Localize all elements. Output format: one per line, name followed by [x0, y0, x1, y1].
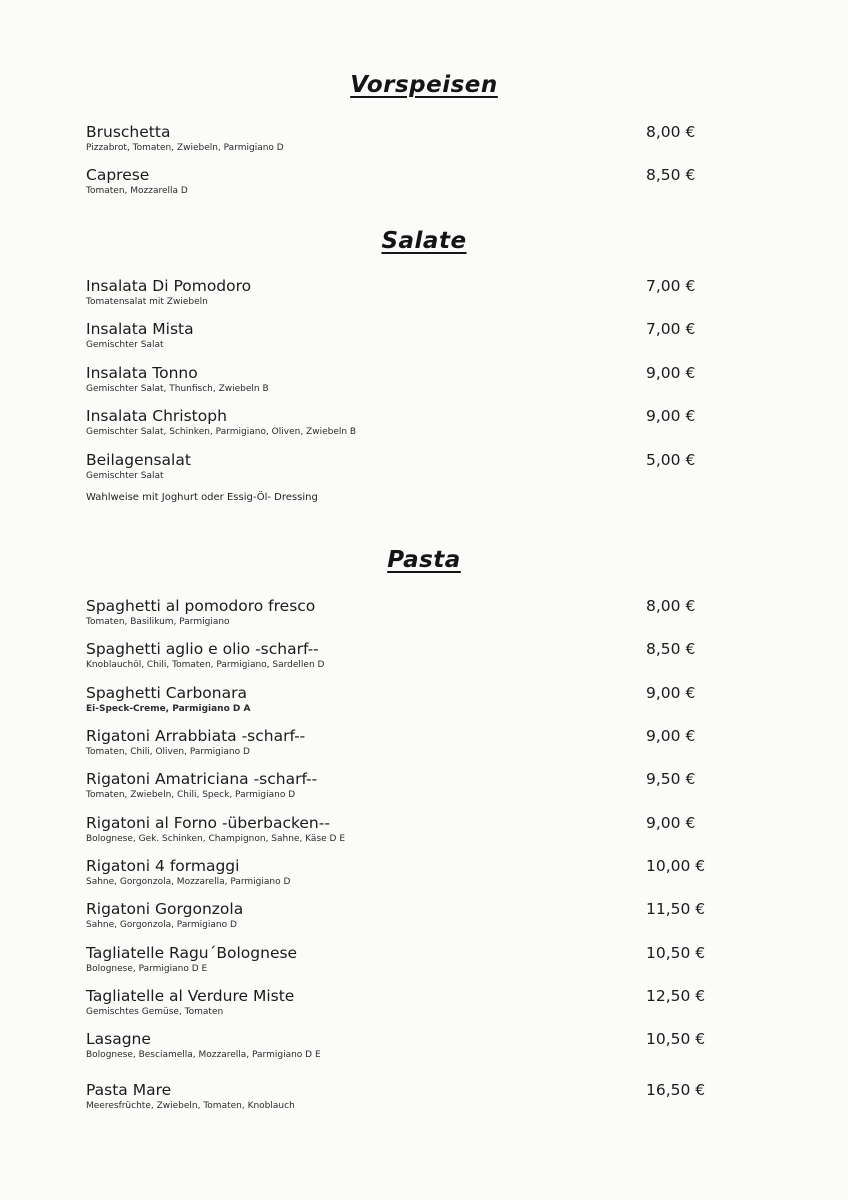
item-name: Rigatoni al Forno -überbacken--	[86, 814, 330, 832]
item-name: Insalata Di Pomodoro	[86, 277, 252, 295]
item-name: Rigatoni Amatriciana -scharf--	[86, 770, 318, 788]
item-name: Lasagne	[86, 1030, 151, 1048]
item-price: 8,00 €	[646, 123, 696, 141]
item-price: 9,50 €	[646, 770, 696, 788]
item-price: 8,50 €	[646, 166, 696, 184]
item-name: Tagliatelle Ragu´Bolognese	[86, 944, 298, 962]
item-name: Rigatoni Gorgonzola	[86, 900, 244, 918]
item-price: 9,00 €	[646, 814, 696, 832]
section-title-pasta: Pasta	[387, 547, 461, 573]
item-name: Caprese	[86, 166, 150, 184]
item-price: 9,00 €	[646, 407, 696, 425]
item-price: 8,00 €	[646, 597, 696, 615]
item-price: 5,00 €	[646, 451, 696, 469]
item-price: 9,00 €	[646, 727, 696, 745]
item-description: Gemischtes Gemüse, Tomaten	[86, 1007, 224, 1017]
item-name: Pasta Mare	[86, 1081, 172, 1099]
item-price: 16,50 €	[646, 1081, 706, 1099]
item-price: 12,50 €	[646, 987, 706, 1005]
item-price: 10,50 €	[646, 1030, 706, 1048]
item-name: Rigatoni 4 formaggi	[86, 857, 240, 875]
item-description: Gemischter Salat, Thunfisch, Zwiebeln B	[86, 384, 269, 394]
item-description: Pizzabrot, Tomaten, Zwiebeln, Parmigiano D	[86, 143, 284, 153]
menu-item	[86, 640, 726, 671]
menu-item	[86, 123, 726, 154]
item-description: Ei-Speck-Creme, Parmigiano D A	[86, 704, 251, 714]
item-name: Insalata Mista	[86, 320, 194, 338]
menu-item	[86, 320, 726, 351]
item-name: Rigatoni Arrabbiata -scharf--	[86, 727, 306, 745]
item-name: Spaghetti Carbonara	[86, 684, 247, 702]
item-name: Insalata Christoph	[86, 407, 227, 425]
item-description: Tomaten, Basilikum, Parmigiano	[86, 617, 230, 627]
item-name: Tagliatelle al Verdure Miste	[86, 987, 295, 1005]
item-price: 9,00 €	[646, 364, 696, 382]
menu-item	[86, 364, 726, 395]
item-description: Sahne, Gorgonzola, Mozzarella, Parmigiano D	[86, 877, 291, 887]
menu-item	[86, 857, 726, 888]
item-price: 9,00 €	[646, 684, 696, 702]
item-price: 11,50 €	[646, 900, 706, 918]
item-price: 8,50 €	[646, 640, 696, 658]
item-description: Tomaten, Zwiebeln, Chili, Speck, Parmigiano D	[86, 790, 296, 800]
menu-item	[86, 1081, 726, 1112]
menu-item	[86, 277, 726, 308]
item-name: Bruschetta	[86, 123, 171, 141]
item-description: Knoblauchöl, Chili, Tomaten, Parmigiano, Sardellen D	[86, 660, 325, 670]
item-price: 10,00 €	[646, 857, 706, 875]
menu-item	[86, 451, 726, 482]
item-description: Tomatensalat mit Zwiebeln	[86, 297, 208, 307]
item-description: Tomaten, Mozzarella D	[86, 186, 188, 196]
item-description: Sahne, Gorgonzola, Parmigiano D	[86, 920, 237, 930]
menu-item	[86, 166, 726, 197]
item-name: Spaghetti aglio e olio -scharf--	[86, 640, 319, 658]
menu-item	[86, 987, 726, 1018]
item-description: Tomaten, Chili, Oliven, Parmigiano D	[86, 747, 250, 757]
menu-item	[86, 770, 726, 801]
item-description: Meeresfrüchte, Zwiebeln, Tomaten, Knoblauch	[86, 1101, 295, 1111]
menu-item	[86, 727, 726, 758]
item-price: 10,50 €	[646, 944, 706, 962]
item-price: 7,00 €	[646, 320, 696, 338]
item-description: Gemischter Salat, Schinken, Parmigiano, Oliven, Zwiebeln B	[86, 427, 357, 437]
item-price: 7,00 €	[646, 277, 696, 295]
menu-item	[86, 1030, 726, 1061]
item-name: Beilagensalat	[86, 451, 191, 469]
item-description: Gemischter Salat	[86, 471, 164, 481]
menu-item	[86, 814, 726, 845]
menu-item	[86, 944, 726, 975]
item-description: Gemischter Salat	[86, 340, 164, 350]
item-description: Bolognese, Gek. Schinken, Champignon, Sahne, Käse D E	[86, 834, 346, 844]
item-name: Spaghetti al pomodoro fresco	[86, 597, 316, 615]
item-name: Insalata Tonno	[86, 364, 198, 382]
dressing-note: Wahlweise mit Joghurt oder Essig-Öl- Dressing	[86, 492, 318, 503]
section-title-vorspeisen: Vorspeisen	[350, 72, 498, 98]
item-description: Bolognese, Besciamella, Mozzarella, Parmigiano D E	[86, 1050, 321, 1060]
menu-item	[86, 684, 726, 715]
menu-item	[86, 597, 726, 628]
section-title-salate: Salate	[381, 228, 467, 254]
menu-item	[86, 407, 726, 438]
item-description: Bolognese, Parmigiano D E	[86, 964, 208, 974]
menu-item	[86, 900, 726, 931]
